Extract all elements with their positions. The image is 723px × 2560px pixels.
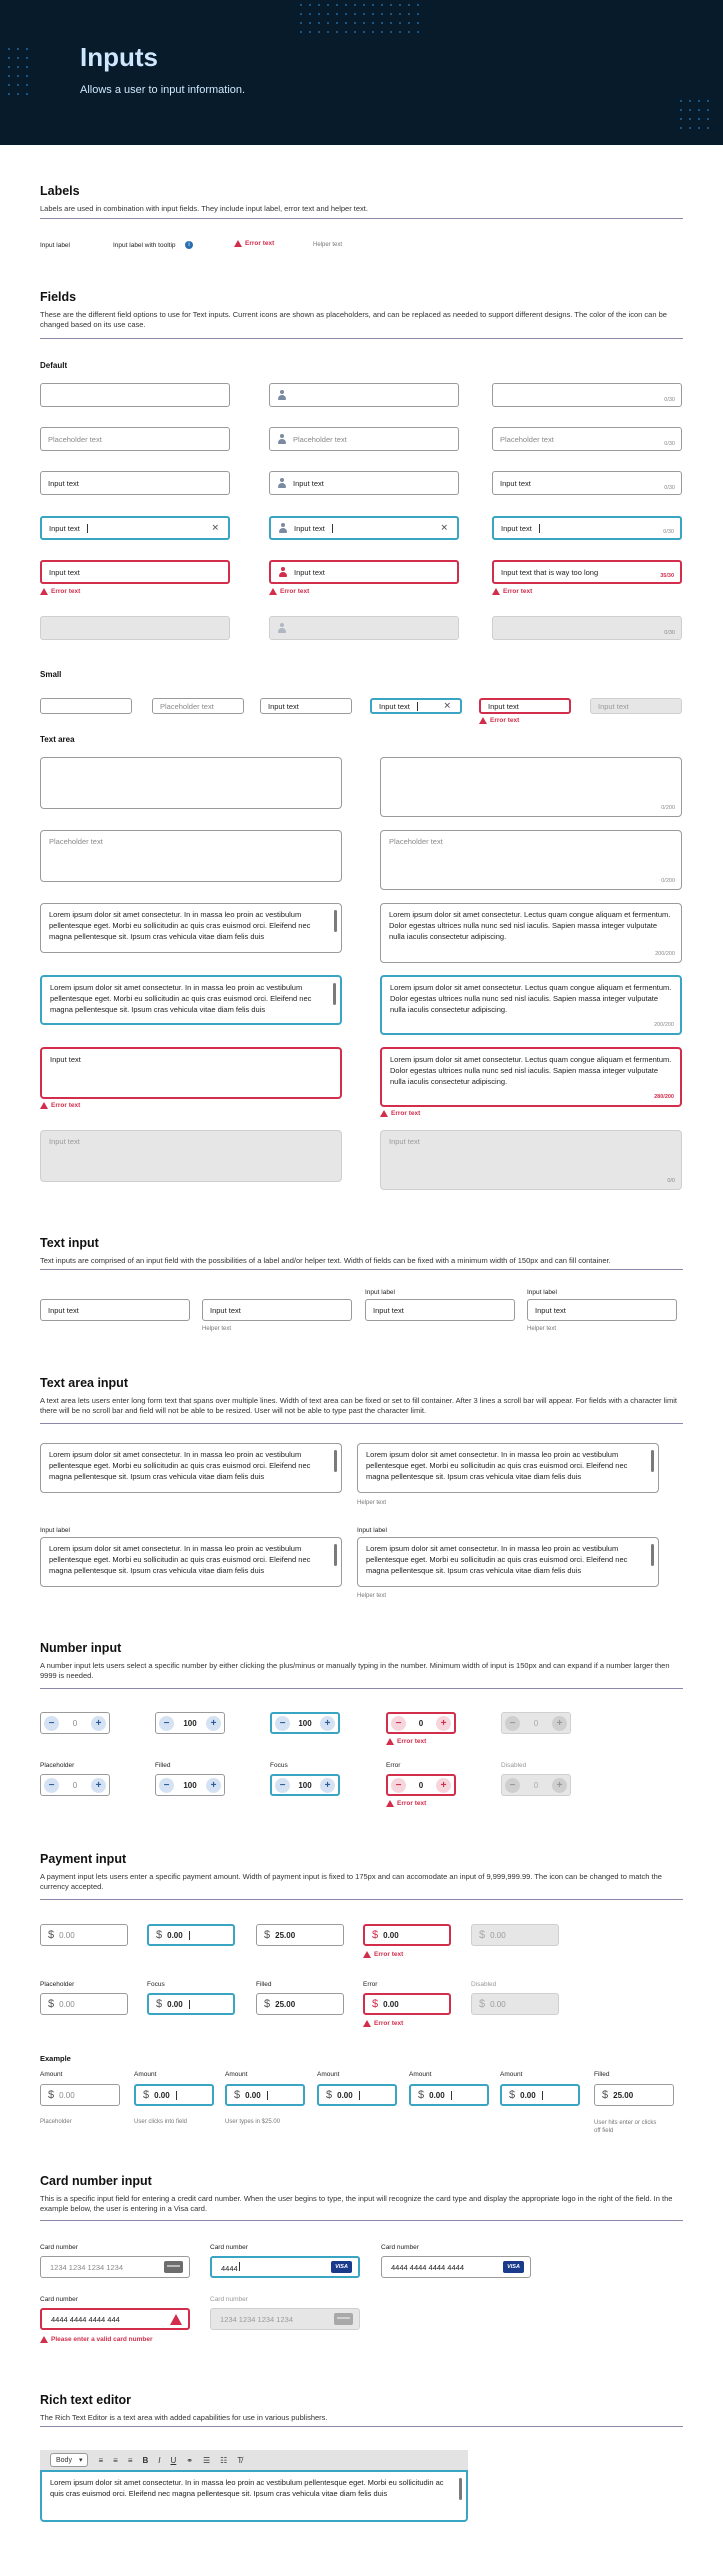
credit-card-icon: [164, 2261, 183, 2273]
textarea-disabled: Input text: [40, 1130, 342, 1182]
input-label: Amount: [500, 2071, 523, 2078]
icon-field-focus[interactable]: Input text ✕: [269, 516, 459, 540]
text-field-placeholder[interactable]: Placeholder text: [40, 427, 230, 451]
dollar-icon: $: [48, 2089, 55, 2101]
small-field-error[interactable]: Input text: [479, 698, 571, 714]
input-label: Focus: [270, 1762, 288, 1769]
dollar-icon: $: [48, 1998, 55, 2010]
scrollbar[interactable]: [334, 1544, 337, 1566]
textarea-counter-placeholder[interactable]: Placeholder text 0/200: [380, 830, 682, 890]
input-label: Card number: [40, 2244, 78, 2251]
user-icon: [277, 434, 287, 445]
visa-icon: VISA: [503, 2261, 524, 2273]
section-desc: Text inputs are comprised of an input field with the possibilities of a label and/or helper text. Width of fields can be fixed with a minimum width of 150px and can fill container.: [40, 1256, 611, 1265]
helper-text: Helper text: [202, 1326, 232, 1332]
warning-icon: [363, 2020, 371, 2027]
textarea-input-helper[interactable]: Lorem ipsum dolor sit amet consectetur. In in massa leo proin ac vestibulum pellentesque eget. Morbi eu sollicitudin ac quis cras euismod orci. Eleifend nec magna pellentesque sit. Ipsum cras vehicula vitae diam felis duis: [357, 1443, 659, 1493]
section-title: Card number input: [40, 2174, 152, 2188]
textarea-empty[interactable]: [40, 757, 342, 809]
textarea-input-label-helper[interactable]: Lorem ipsum dolor sit amet consectetur. In in massa leo proin ac vestibulum pellentesque eget. Morbi eu sollicitudin ac quis cras euismod orci. Eleifend nec magna pellentesque sit. Ipsum cras vehicula vitae diam felis duis: [357, 1537, 659, 1587]
labels-section: [40, 184, 683, 214]
payment-example-3[interactable]: $ 0.00: [225, 2084, 305, 2106]
warning-icon: [269, 588, 277, 595]
rte-text-area[interactable]: Lorem ipsum dolor sit amet consectetur. In in massa leo proin ac vestibulum pellentesque eget. Morbi eu sollicitudin ac quis cras euismod orci. Eleifend nec magna pellentesque sit. Ipsum cras vehicula vitae diam felis duis: [40, 2470, 468, 2522]
plus-button[interactable]: +: [320, 1716, 335, 1731]
align-left-icon[interactable]: ≡: [98, 2455, 104, 2465]
warning-icon: [386, 1800, 394, 1807]
input-label: Card number: [381, 2244, 419, 2251]
dollar-icon: $: [234, 2089, 241, 2101]
input-label: Disabled: [501, 1762, 527, 1769]
input-label: Disabled: [471, 1981, 497, 1988]
text-field-filled[interactable]: Input text: [40, 471, 230, 495]
user-icon: [277, 478, 287, 489]
bullet-list-icon[interactable]: ☰: [203, 2455, 211, 2465]
number-input-focus[interactable]: − 100 +: [270, 1774, 340, 1796]
small-field-disabled: Input text: [590, 698, 682, 714]
italic-icon[interactable]: I: [158, 2455, 161, 2465]
input-label: Input label: [365, 1289, 395, 1296]
counter-field-disabled: 0/30: [492, 616, 682, 640]
textarea-error[interactable]: Input text: [40, 1047, 342, 1099]
plus-button: +: [552, 1778, 567, 1793]
number-input-disabled: − 0 +: [501, 1774, 571, 1796]
minus-button[interactable]: −: [275, 1778, 290, 1793]
textarea-counter-disabled: Input text 0/0: [380, 1130, 682, 1190]
payment-input-focus[interactable]: $ 0.00: [147, 1924, 235, 1946]
section-title: Payment input: [40, 1852, 127, 1866]
error-text: Error text: [234, 240, 274, 247]
section-desc: A text area lets users enter long form text that spans over multiple lines. Width of text area can be fixed or set to fill container. After 3 lines a scroll bar will appear. For fields with a character limit there will be no scroll bar and field will not be able to be resized. User will not be able to type past the character limit.: [40, 1396, 677, 1416]
payment-input-disabled: $ 0.00: [471, 1924, 559, 1946]
clear-format-icon[interactable]: T̸: [237, 2455, 243, 2465]
textarea-counter-filled[interactable]: Lorem ipsum dolor sit amet consectetur. Lectus quam congue aliquam et fermentum. Dolor egestas ultrices nulla nunc sed nisl iaculis. Sapien massa integer vulputate nulla iaculis consectetur adipiscing. 200/200: [380, 903, 682, 963]
example-caption: User types in $25.00: [225, 2119, 281, 2125]
input-label: Amount: [409, 2071, 432, 2078]
plus-button[interactable]: +: [91, 1716, 106, 1731]
helper-text: Helper text: [357, 1593, 387, 1599]
text-field-empty[interactable]: [40, 383, 230, 407]
textarea-input[interactable]: Lorem ipsum dolor sit amet consectetur. In in massa leo proin ac vestibulum pellentesque eget. Morbi eu sollicitudin ac quis cras euismod orci. Eleifend nec magna pellentesque sit. Ipsum cras vehicula vitae diam felis duis: [40, 1443, 342, 1493]
number-input-focus[interactable]: − 100 +: [270, 1712, 340, 1734]
card-input-error[interactable]: 4444 4444 4444 444: [40, 2308, 190, 2330]
input-label: Input label: [40, 242, 70, 249]
section-desc: Labels are used in combination with input fields. They include input label, error text and helper text.: [40, 204, 368, 213]
dollar-icon: $: [156, 1929, 163, 1941]
number-input-placeholder[interactable]: − 0 +: [40, 1774, 110, 1796]
plus-button: +: [552, 1716, 567, 1731]
warning-icon: [386, 1738, 394, 1745]
payment-input-disabled: $ 0.00: [471, 1993, 559, 2015]
payment-input-filled[interactable]: $ 25.00: [256, 1924, 344, 1946]
user-icon: [277, 623, 287, 634]
text-input-section: [40, 1236, 683, 1266]
input-label: Input label: [527, 1289, 557, 1296]
error-text: Error text: [40, 588, 80, 595]
decor-dots: [680, 100, 709, 129]
section-desc: A number input lets users select a specific number by either clicking the plus/minus or manually typing in the number. Minimum width of input is 150px and can expand if a number larger then 9999 is needed.: [40, 1661, 670, 1681]
input-label: Placeholder: [40, 1981, 75, 1988]
section-title: Rich text editor: [40, 2393, 131, 2407]
tooltip-label: Input label with tooltip: [113, 242, 176, 249]
minus-button[interactable]: −: [159, 1716, 174, 1731]
close-icon[interactable]: ✕: [443, 700, 451, 711]
minus-button[interactable]: −: [391, 1778, 406, 1793]
dollar-icon: $: [479, 1929, 486, 1941]
scrollbar[interactable]: [334, 910, 337, 932]
fields-section: [40, 290, 683, 330]
text-field-disabled: [40, 616, 230, 640]
visa-icon: VISA: [331, 2261, 352, 2273]
small-field-empty[interactable]: [40, 698, 132, 714]
scrollbar[interactable]: [459, 2478, 462, 2500]
number-input-error[interactable]: − 0 +: [386, 1774, 456, 1796]
warning-icon: [363, 1951, 371, 1958]
dollar-icon: $: [264, 1998, 271, 2010]
card-number-section: [40, 2174, 683, 2214]
text-style-select[interactable]: Body ▾: [50, 2453, 88, 2467]
minus-button[interactable]: −: [391, 1716, 406, 1731]
dollar-icon: $: [264, 1929, 271, 1941]
plus-button[interactable]: +: [91, 1778, 106, 1793]
payment-input-error[interactable]: $ 0.00: [363, 1924, 451, 1946]
warning-icon: [234, 240, 242, 247]
textarea-counter-empty[interactable]: 0/200: [380, 757, 682, 817]
card-input-filled[interactable]: 4444 4444 4444 4444 VISA: [381, 2256, 531, 2278]
textarea-counter-error[interactable]: Lorem ipsum dolor sit amet consectetur. Lectus quam congue aliquam et fermentum. Dolor egestas ultrices nulla nunc sed nisl iaculis. Sapien massa integer vulputate nulla iaculis consectetur adipiscing. 280/200: [380, 1047, 682, 1107]
input-label: Amount: [317, 2071, 340, 2078]
input-label: Error: [363, 1981, 378, 1988]
icon-field-placeholder[interactable]: Placeholder text: [269, 427, 459, 451]
subheading-textarea: Text area: [40, 735, 75, 744]
rich-text-section: [40, 2393, 683, 2423]
dollar-icon: $: [479, 1998, 486, 2010]
decor-dots: [8, 48, 28, 95]
payment-example-6[interactable]: $ 0.00: [500, 2084, 580, 2106]
number-input-filled[interactable]: − 100 +: [155, 1712, 225, 1734]
error-text: Error text: [479, 717, 519, 724]
dollar-icon: $: [143, 2089, 150, 2101]
minus-button[interactable]: −: [275, 1716, 290, 1731]
payment-input-filled[interactable]: $ 25.00: [256, 1993, 344, 2015]
dollar-icon: $: [326, 2089, 333, 2101]
plus-button[interactable]: +: [436, 1716, 451, 1731]
page-title: Inputs: [80, 42, 158, 72]
error-text: Please enter a valid card number: [40, 2336, 153, 2343]
counter-field-error[interactable]: Input text that is way too long 35/30: [492, 560, 682, 584]
input-label: Error: [386, 1762, 401, 1769]
scrollbar[interactable]: [651, 1544, 654, 1566]
dollar-icon: $: [602, 2089, 609, 2101]
payment-example-4[interactable]: $ 0.00: [317, 2084, 397, 2106]
error-text: Error text: [363, 1951, 403, 1958]
info-icon[interactable]: i: [185, 241, 193, 249]
section-desc: This is a specific input field for entering a credit card number. When the user begins to type, the input will recognize the card type and display the appropriate logo in the right of the field. In the example below, the user is entering in a Visa card.: [40, 2194, 673, 2214]
payment-example-1[interactable]: $ 0.00: [40, 2084, 120, 2106]
payment-example-2[interactable]: $ 0.00: [134, 2084, 214, 2106]
small-field-filled[interactable]: Input text: [260, 698, 352, 714]
example-caption: User clicks into field: [134, 2119, 188, 2125]
error-text: Error text: [386, 1738, 426, 1745]
user-icon: [278, 523, 288, 534]
warning-icon: [40, 588, 48, 595]
input-label: Card number: [210, 2244, 248, 2251]
text-area-input-section: [40, 1376, 683, 1416]
user-icon: [278, 567, 288, 578]
number-input-disabled: − 0 +: [501, 1712, 571, 1734]
user-icon: [277, 390, 287, 401]
card-input-placeholder[interactable]: 1234 1234 1234 1234: [40, 2256, 190, 2278]
minus-button[interactable]: −: [44, 1778, 59, 1793]
link-icon[interactable]: ⚭: [186, 2455, 193, 2465]
section-desc: These are the different field options to use for Text inputs. Current icons are shown as placeholders, and can be replaced as needed to support different designs. The color of the icon can be changed based on its use case.: [40, 310, 667, 330]
rte-toolbar: [40, 2450, 468, 2470]
text-input-label-helper[interactable]: Input text: [527, 1299, 677, 1321]
card-input-disabled: 1234 1234 1234 1234: [210, 2308, 360, 2330]
warning-icon: [380, 1110, 388, 1117]
numbered-list-icon[interactable]: ☷: [220, 2455, 228, 2465]
input-label: Input label: [40, 1527, 70, 1534]
number-input-error[interactable]: − 0 +: [386, 1712, 456, 1734]
small-field-focus[interactable]: Input text ✕: [370, 698, 462, 714]
text-field-error[interactable]: Input text: [40, 560, 230, 584]
section-title: Text input: [40, 1236, 99, 1250]
close-icon[interactable]: ✕: [211, 522, 219, 533]
plus-button[interactable]: +: [206, 1778, 221, 1793]
payment-example-5[interactable]: $ 0.00: [409, 2084, 489, 2106]
helper-text: Helper text: [313, 242, 343, 248]
counter-field-placeholder[interactable]: Placeholder text 0/30: [492, 427, 682, 451]
dollar-icon: $: [156, 1998, 163, 2010]
error-text: Error text: [386, 1800, 426, 1807]
counter-field-empty[interactable]: 0/30: [492, 383, 682, 407]
align-right-icon[interactable]: ≡: [127, 2455, 133, 2465]
payment-input-placeholder[interactable]: $ 0.00: [40, 1993, 128, 2015]
section-title: Number input: [40, 1641, 122, 1655]
section-desc: The Rich Text Editor is a text area with added capabilities for use in various publishers.: [40, 2413, 328, 2422]
section-title: Labels: [40, 184, 80, 198]
bold-icon[interactable]: B: [142, 2455, 149, 2465]
counter-field-filled[interactable]: Input text 0/30: [492, 471, 682, 495]
input-label: Amount: [225, 2071, 248, 2078]
input-label: Card number: [210, 2296, 248, 2303]
input-label: Input label: [357, 1527, 387, 1534]
icon-field-empty[interactable]: [269, 383, 459, 407]
card-input-typing[interactable]: 4444 VISA: [210, 2256, 360, 2278]
align-center-icon[interactable]: ≡: [113, 2455, 118, 2465]
error-text: Error text: [269, 588, 309, 595]
section-desc: A payment input lets users enter a specific payment amount. Width of payment input is fixed to 175px and can accomodate an input of 9,999,999.99. The icon can be changed to match the currency accepted.: [40, 1872, 662, 1892]
dollar-icon: $: [509, 2089, 516, 2101]
close-icon[interactable]: ✕: [440, 522, 448, 533]
input-label: Filled: [256, 1981, 272, 1988]
payment-example-filled[interactable]: $ 25.00: [594, 2084, 674, 2106]
warning-icon: [40, 2336, 48, 2343]
dollar-icon: $: [418, 2089, 425, 2101]
textarea-placeholder[interactable]: Placeholder text: [40, 830, 342, 882]
warning-icon: [492, 588, 500, 595]
section-title: Fields: [40, 290, 77, 304]
section-title: Text area input: [40, 1376, 128, 1390]
dollar-icon: $: [372, 1929, 379, 1941]
minus-button[interactable]: −: [159, 1778, 174, 1793]
input-label: Amount: [134, 2071, 157, 2078]
counter-field-focus[interactable]: Input text 0/30: [492, 516, 682, 540]
input-label: Focus: [147, 1981, 165, 1988]
icon-field-filled[interactable]: Input text: [269, 471, 459, 495]
helper-text: Helper text: [527, 1326, 557, 1332]
dollar-icon: $: [372, 1998, 379, 2010]
payment-input-placeholder[interactable]: $ 0.00: [40, 1924, 128, 1946]
underline-icon[interactable]: U: [170, 2455, 177, 2465]
error-text: Error text: [492, 588, 532, 595]
textarea-filled[interactable]: Lorem ipsum dolor sit amet consectetur. In in massa leo proin ac vestibulum pellentesque eget. Morbi eu sollicitudin ac quis cras euismod orci. Eleifend nec magna pellentesque sit. Ipsum cras vehicula vitae diam felis duis: [40, 903, 342, 953]
number-input-placeholder[interactable]: − 0 +: [40, 1712, 110, 1734]
payment-input-error[interactable]: $ 0.00: [363, 1993, 451, 2015]
minus-button: −: [505, 1778, 520, 1793]
subheading-example: Example: [40, 2054, 71, 2063]
text-input-label[interactable]: Input text: [365, 1299, 515, 1321]
dollar-icon: $: [48, 1929, 55, 1941]
page-subtitle: Allows a user to input information.: [80, 84, 246, 96]
plus-button[interactable]: +: [320, 1778, 335, 1793]
plus-button[interactable]: +: [436, 1778, 451, 1793]
input-label: Filled: [155, 1762, 171, 1769]
helper-text: Helper text: [357, 1500, 387, 1506]
text-input[interactable]: Input text: [40, 1299, 190, 1321]
scrollbar[interactable]: [651, 1450, 654, 1472]
small-field-placeholder[interactable]: Placeholder text: [152, 698, 244, 714]
plus-button[interactable]: +: [206, 1716, 221, 1731]
subheading-small: Small: [40, 670, 62, 679]
scrollbar[interactable]: [334, 1450, 337, 1472]
payment-input-section: [40, 1852, 683, 1892]
error-text: Error text: [363, 2020, 403, 2027]
input-label: Card number: [40, 2296, 78, 2303]
input-label: Amount: [40, 2071, 63, 2078]
payment-input-focus[interactable]: $ 0.00: [147, 1993, 235, 2015]
warning-icon: [479, 717, 487, 724]
hero-banner: [0, 0, 723, 145]
chevron-down-icon: ▾: [78, 2457, 83, 2464]
subheading-default: Default: [40, 361, 68, 370]
minus-button: −: [505, 1716, 520, 1731]
scrollbar[interactable]: [333, 983, 336, 1005]
text-field-focus[interactable]: Input text ✕: [40, 516, 230, 540]
text-input-helper[interactable]: Input text: [202, 1299, 352, 1321]
example-caption: User hits enter or clicks off field: [594, 2120, 657, 2135]
number-input-section: [40, 1641, 683, 1681]
decor-dots: [300, 4, 419, 33]
example-caption: Placeholder: [40, 2119, 72, 2125]
number-input-filled[interactable]: − 100 +: [155, 1774, 225, 1796]
textarea-focus[interactable]: Lorem ipsum dolor sit amet consectetur. In in massa leo proin ac vestibulum pellentesque eget. Morbi eu sollicitudin ac quis cras euismod orci. Eleifend nec magna pellentesque sit. Ipsum cras vehicula vitae diam felis duis: [40, 975, 342, 1025]
warning-icon: [170, 2314, 182, 2325]
input-label: Placeholder: [40, 1762, 75, 1769]
minus-button[interactable]: −: [44, 1716, 59, 1731]
input-label: Filled: [594, 2071, 610, 2078]
warning-icon: [40, 1102, 48, 1109]
icon-field-error[interactable]: Input text: [269, 560, 459, 584]
error-text: Error text: [40, 1102, 80, 1109]
icon-field-disabled: [269, 616, 459, 640]
textarea-counter-focus[interactable]: Lorem ipsum dolor sit amet consectetur. Lectus quam congue aliquam et fermentum. Dolor egestas ultrices nulla nunc sed nisl iaculis. Sapien massa integer vulputate nulla iaculis consectetur adipiscing. 200/200: [380, 975, 682, 1035]
textarea-input-label[interactable]: Lorem ipsum dolor sit amet consectetur. In in massa leo proin ac vestibulum pellentesque eget. Morbi eu sollicitudin ac quis cras euismod orci. Eleifend nec magna pellentesque sit. Ipsum cras vehicula vitae diam felis duis: [40, 1537, 342, 1587]
error-text: Error text: [380, 1110, 420, 1117]
credit-card-icon: [334, 2313, 353, 2325]
